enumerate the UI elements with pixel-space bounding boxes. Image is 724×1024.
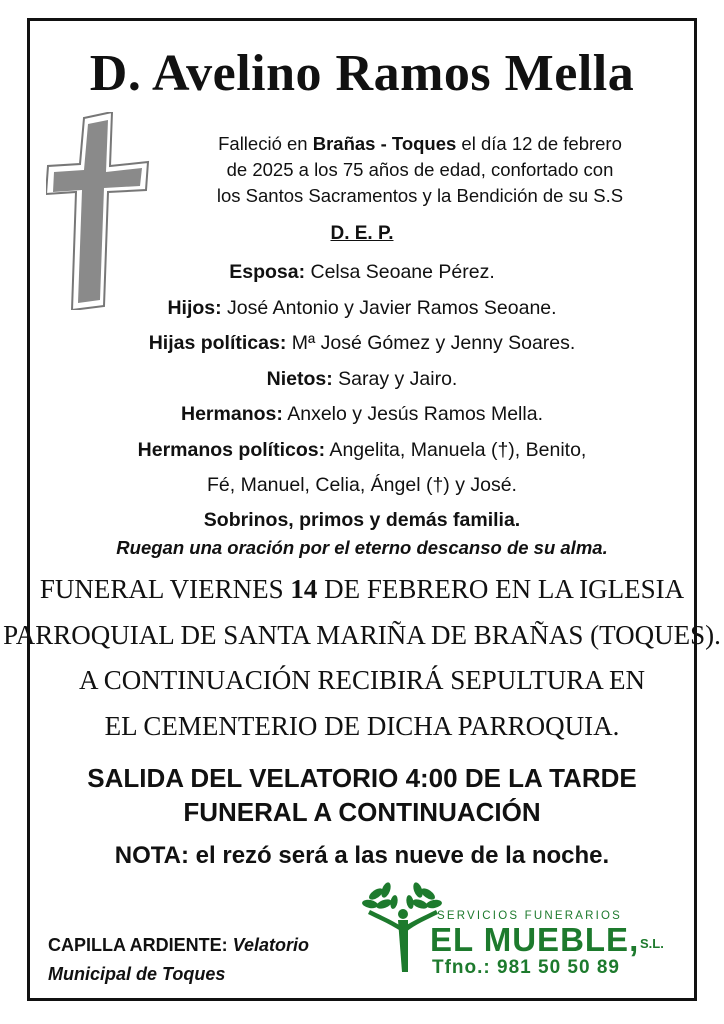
funeral-line-1: FUNERAL VIERNES 14 DE FEBRERO EN LA IGLESIA (39, 574, 685, 604)
logo-company-name: EL MUEBLE, (430, 921, 640, 958)
announcement-line-2: de 2025 a los 75 años de edad, confortado con (226, 159, 614, 180)
note (0, 842, 724, 870)
family-other-relatives: Sobrinos, primos y demás familia. (203, 508, 521, 531)
family-spouse: Esposa: Celsa Seoane Pérez. (229, 261, 495, 283)
family-siblings-in-law: Hermanos políticos: Angelita, Manuela (†), Benito, (137, 438, 587, 461)
deceased-name: D. Avelino Ramos Mella (89, 45, 635, 102)
chapel-info (48, 931, 368, 989)
funeral-line-3: A CONTINUACIÓN RECIBIRÁ SEPULTURA EN (78, 665, 646, 695)
announcement-line-3: los Santos Sacramentos y la Bendición de su S.S (216, 185, 624, 206)
announcement-line-1: Falleció en Brañas - Toques el día 12 de febrero (218, 133, 622, 154)
family-list (0, 255, 724, 560)
logo-subtitle: SERVICIOS FUNERARIOS (437, 910, 623, 922)
note-text: el rezó será a las nueve de la noche. (189, 842, 610, 869)
family-siblings-in-law-cont: Fé, Manuel, Celia, Ángel (†) y José. (207, 474, 517, 496)
family-children: Hijos: José Antonio y Javier Ramos Seoane. (167, 296, 557, 319)
chapel-value-cont: Municipal de Toques (48, 964, 226, 984)
family-daughters-in-law: Hijas políticas: Mª José Gómez y Jenny Soares. (148, 332, 576, 354)
place-of-death: Brañas - Toques (312, 133, 457, 154)
note-label: NOTA: (114, 842, 189, 869)
family-grandchildren: Nietos: Saray y Jairo. (266, 367, 458, 390)
departure-info (0, 761, 724, 829)
funeral-details (0, 567, 724, 749)
departure-time: SALIDA DEL VELATORIO 4:00 DE LA TARDE (87, 763, 637, 793)
chapel-label: CAPILLA ARDIENTE: (48, 935, 228, 955)
chapel-value: Velatorio (227, 935, 310, 955)
rip-heading: D. E. P. (330, 223, 394, 244)
prayer-request: Ruegan una oración por el eterno descanso de su alma. (116, 536, 608, 558)
logo-suffix: S.L. (640, 936, 664, 951)
funeral-line-2: PARROQUIAL DE SANTA MARIÑA DE BRAÑAS (TOQUES). (3, 619, 721, 650)
funeral-day: 14 (290, 574, 318, 604)
funeral-line-4: EL CEMENTERIO DE DICHA PARROQUIA. (104, 710, 620, 741)
family-siblings: Hermanos: Anxelo y Jesús Ramos Mella. (181, 403, 543, 425)
death-announcement (160, 131, 680, 209)
logo-phone: Tfno.: 981 50 50 89 (432, 957, 620, 978)
funeral-following: FUNERAL A CONTINUACIÓN (183, 797, 541, 827)
